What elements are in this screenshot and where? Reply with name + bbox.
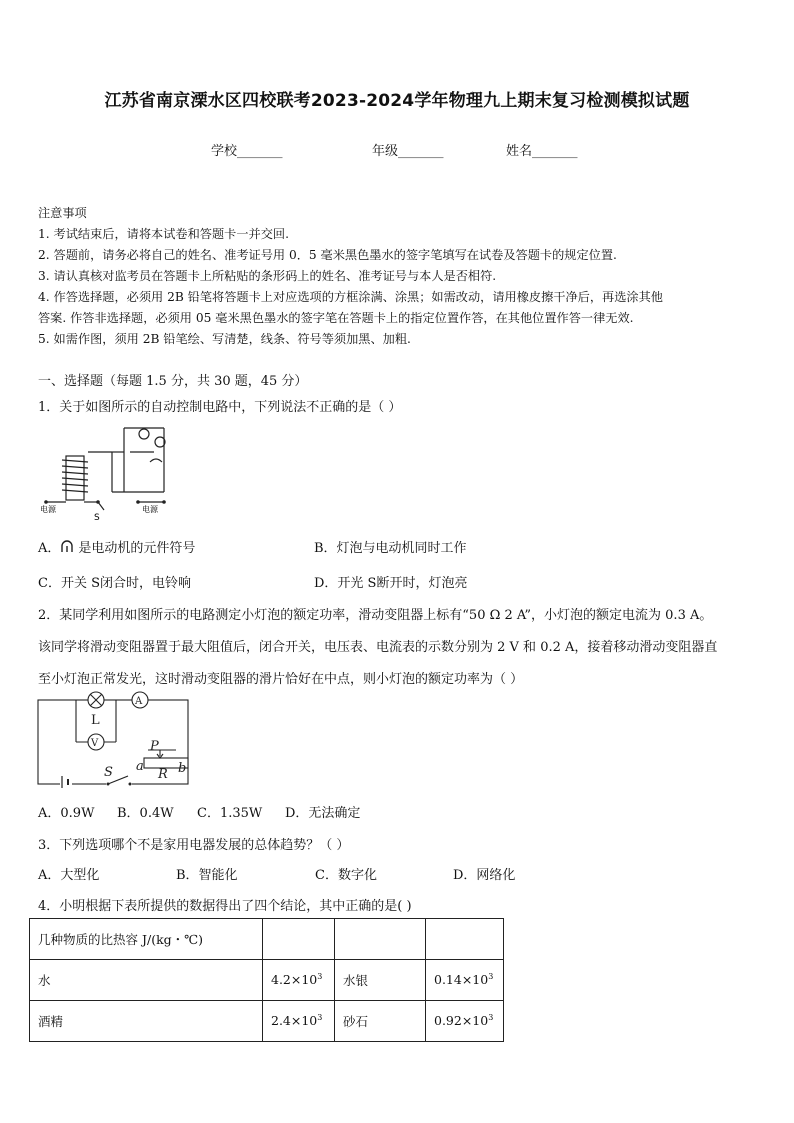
power-label-left: 电源 xyxy=(40,505,56,514)
table-cell xyxy=(263,919,335,960)
question-4-stem: 4．小明根据下表所提供的数据得出了四个结论，其中正确的是( ) xyxy=(38,899,412,914)
q3-option-b: B．智能化 xyxy=(176,868,238,883)
q2-option-a: A．0.9W xyxy=(38,806,95,821)
notice-heading: 注意事项 xyxy=(38,206,87,220)
notice-item: 2. 答题前，请务必将自己的姓名、准考证号用 0．5 毫米黑色墨水的签字笔填写在试卷及答题卡的规定位置. xyxy=(38,248,617,262)
notice-item: 4. 作答选择题，必须用 2B 铅笔将答题卡上对应选项的方框涂满、涂黑；如需改动，请用橡皮擦干净后，再选涂其他 xyxy=(38,290,663,304)
switch-label: S xyxy=(104,765,113,780)
motor-symbol-icon xyxy=(60,540,78,554)
end-b-label: b xyxy=(178,761,187,776)
q2-option-c: C．1.35W xyxy=(197,806,263,821)
option-text: 是电动机的元件符号 xyxy=(78,541,196,556)
table-cell-value: $0.14\times 10^3$ xyxy=(426,960,504,1001)
table-header-cell: 几种物质的比热容 J/(kg・℃) xyxy=(30,919,263,960)
table-cell xyxy=(426,919,504,960)
question-1-stem: 1．关于如图所示的自动控制电路中，下列说法不正确的是（ ） xyxy=(38,400,402,415)
grade-field: 年级_______ xyxy=(372,144,444,159)
question-2-stem-line: 至小灯泡正常发光，这时滑动变阻器的滑片恰好在中点，则小灯泡的额定功率为（ ） xyxy=(38,672,524,687)
table-cell-substance: 酒精 xyxy=(30,1001,263,1042)
section-heading: 一、选择题（每题 1.5 分，共 30 题，45 分） xyxy=(38,374,308,389)
table-cell-value: $4.2\times 10^3$ xyxy=(263,960,335,1001)
notice-item: 3. 请认真核对监考员在答题卡上所粘贴的条形码上的姓名、准考证号与本人是否相符. xyxy=(38,269,497,283)
table-cell xyxy=(335,919,426,960)
rheostat-label: R xyxy=(158,767,168,782)
table-cell-substance: 水 xyxy=(30,960,263,1001)
lamp-label: L xyxy=(91,713,100,728)
q1-option-d: D．开光 S断开时，灯泡亮 xyxy=(314,576,468,591)
q3-option-c: C．数字化 xyxy=(315,868,377,883)
table-cell-value: $0.92\times 10^3$ xyxy=(426,1001,504,1042)
q3-option-d: D．网络化 xyxy=(453,868,516,883)
table-cell-substance: 水银 xyxy=(335,960,426,1001)
page-title: 江苏省南京溧水区四校联考2023-2024学年物理九上期末复习检测模拟试题 xyxy=(104,91,690,111)
ammeter-label: A xyxy=(135,696,143,707)
notice-item: 答案. 作答非选择题，必须用 05 毫米黑色墨水的签字笔在答题卡上的指定位置作答，在其他位置作答一律无效. xyxy=(38,311,634,325)
question-3-stem: 3．下列选项哪个不是家用电器发展的总体趋势？（ ） xyxy=(38,838,350,853)
q1-option-a xyxy=(38,537,195,556)
table-cell-value: $2.4\times 10^3$ xyxy=(263,1001,335,1042)
q1-option-c: C．开关 S闭合时，电铃响 xyxy=(38,576,191,591)
table-row xyxy=(30,960,504,1001)
question-2-stem-line: 2．某同学利用如图所示的电路测定小灯泡的额定功率，滑动变阻器上标有“50 Ω 2 A”，小灯泡的额定电流为 0.3 A。 xyxy=(38,608,713,623)
q2-option-b: B．0.4W xyxy=(117,806,174,821)
lamp-symbol xyxy=(139,429,149,439)
q1-option-b: B．灯泡与电动机同时工作 xyxy=(314,541,467,556)
notice-item: 5. 如需作图，须用 2B 铅笔绘、写清楚，线条、符号等须加黑、加粗. xyxy=(38,332,411,346)
option-prefix: A． xyxy=(38,541,61,556)
end-a-label: a xyxy=(136,759,144,774)
q2-option-d: D．无法确定 xyxy=(285,806,361,821)
voltmeter-label: V xyxy=(91,738,99,749)
specific-heat-table xyxy=(29,918,504,1042)
table-header-row xyxy=(30,919,504,960)
q2-circuit-figure xyxy=(36,688,196,788)
power-label-right: 电源 xyxy=(142,505,158,514)
table-cell-substance: 砂石 xyxy=(335,1001,426,1042)
school-field: 学校_______ xyxy=(211,144,283,159)
name-field: 姓名_______ xyxy=(506,144,578,159)
q3-option-a: A．大型化 xyxy=(38,868,100,883)
switch-label: S xyxy=(94,513,100,522)
notice-item: 1. 考试结束后，请将本试卷和答题卡一并交回. xyxy=(38,227,289,241)
table-row xyxy=(30,1001,504,1042)
slider-label: P xyxy=(150,739,159,754)
bell-symbol xyxy=(150,459,162,462)
question-2-stem-line: 该同学将滑动变阻器置于最大阻值后，闭合开关，电压表、电流表的示数分别为 2 V 和 0.2 A，接着移动滑动变阻器直 xyxy=(38,640,718,655)
q1-circuit-figure xyxy=(38,422,188,522)
